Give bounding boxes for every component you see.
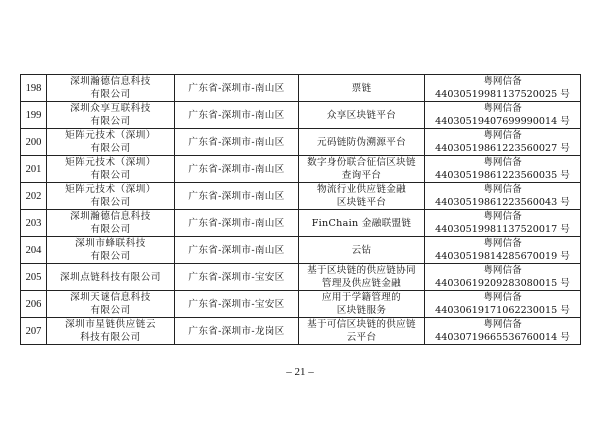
company-name-line: 有限公司 (90, 224, 131, 235)
company-name-cell (47, 156, 175, 183)
filing-number-cell: 粤网信备 44030519981137520025 号 (425, 75, 581, 102)
service-name-line: 区块链服务 (336, 305, 387, 316)
company-name-line: 有限公司 (90, 251, 131, 262)
company-name-line: 有限公司 (90, 116, 131, 127)
region-cell: 广东省-深圳市-南山区 (175, 75, 299, 102)
region-cell: 广东省-深圳市-南山区 (175, 210, 299, 237)
table-row (21, 264, 581, 291)
company-name-line: 有限公司 (90, 89, 131, 100)
service-name-line: FinChain 金融联盟链 (311, 217, 412, 229)
service-name-line: 管理及供应链金融 (321, 278, 402, 289)
filing-table-body (21, 75, 581, 345)
company-name-line: 深圳瀚德信息科技 (70, 211, 151, 222)
service-name-line: 区块链平台 (336, 197, 387, 208)
table-row (21, 237, 581, 264)
page-number: – 21 – (286, 366, 314, 378)
row-number-cell: 203 (21, 210, 47, 237)
row-number-cell: 198 (21, 75, 47, 102)
service-name-cell (299, 237, 425, 264)
service-name-line: 票链 (351, 82, 372, 94)
company-name-line: 深圳市星链供应链云 (65, 319, 156, 330)
company-name-cell (47, 237, 175, 264)
company-name-cell (47, 264, 175, 291)
company-name-line: 有限公司 (90, 305, 131, 316)
table-row (21, 210, 581, 237)
filing-number-cell: 粤网信备 44030519407699990014 号 (425, 102, 581, 129)
service-name-line: 基于可信区块链的供应链 (307, 319, 416, 330)
service-name-cell (299, 291, 425, 318)
company-name-cell (47, 75, 175, 102)
row-number-cell: 205 (21, 264, 47, 291)
filing-number-cell: 粤网信备 44030519814285670019 号 (425, 237, 581, 264)
service-name-cell (299, 156, 425, 183)
filing-number-cell: 粤网信备 44030619171062230015 号 (425, 291, 581, 318)
region-cell: 广东省-深圳市-南山区 (175, 129, 299, 156)
table-row (21, 156, 581, 183)
company-name-line: 科技有限公司 (80, 332, 141, 343)
company-name-line: 有限公司 (90, 143, 131, 154)
service-name-line: 云钻 (351, 244, 372, 256)
service-name-line: 查询平台 (341, 170, 382, 181)
filing-table (20, 74, 581, 345)
service-name-cell (299, 318, 425, 345)
row-number-cell: 200 (21, 129, 47, 156)
company-name-line: 深圳点链科技有限公司 (60, 271, 161, 283)
region-cell: 广东省-深圳市-宝安区 (175, 291, 299, 318)
filing-number-cell: 粤网信备 44030519861223560035 号 (425, 156, 581, 183)
service-name-cell (299, 264, 425, 291)
company-name-line: 深圳众享互联科技 (70, 103, 151, 114)
service-name-cell (299, 129, 425, 156)
service-name-cell (299, 183, 425, 210)
service-name-line: 基于区块链的供应链协同 (307, 265, 416, 276)
company-name-cell (47, 102, 175, 129)
filing-number-cell: 粤网信备 44030519861223560043 号 (425, 183, 581, 210)
service-name-line: 数字身份联合征信区块链 (307, 157, 416, 168)
service-name-line: 众享区块链平台 (326, 109, 397, 121)
company-name-cell (47, 291, 175, 318)
region-cell: 广东省-深圳市-宝安区 (175, 264, 299, 291)
table-row (21, 183, 581, 210)
filing-number-cell: 粤网信备 44030619209283080015 号 (425, 264, 581, 291)
row-number-cell: 204 (21, 237, 47, 264)
service-name-line: 元码链防伪溯源平台 (316, 136, 407, 148)
region-cell: 广东省-深圳市-南山区 (175, 156, 299, 183)
service-name-cell (299, 75, 425, 102)
region-cell: 广东省-深圳市-龙岗区 (175, 318, 299, 345)
region-cell: 广东省-深圳市-南山区 (175, 183, 299, 210)
company-name-cell (47, 318, 175, 345)
table-row (21, 102, 581, 129)
table-row (21, 318, 581, 345)
company-name-cell (47, 183, 175, 210)
company-name-line: 深圳天谜信息科技 (70, 292, 151, 303)
row-number-cell: 206 (21, 291, 47, 318)
company-name-line: 深圳市蜂联科技 (75, 238, 146, 249)
company-name-line: 矩阵元技术（深圳） (65, 130, 156, 141)
row-number-cell: 207 (21, 318, 47, 345)
service-name-cell (299, 102, 425, 129)
region-cell: 广东省-深圳市-南山区 (175, 102, 299, 129)
row-number-cell: 201 (21, 156, 47, 183)
filing-number-cell: 粤网信备 44030519981137520017 号 (425, 210, 581, 237)
row-number-cell: 199 (21, 102, 47, 129)
service-name-cell (299, 210, 425, 237)
company-name-cell (47, 210, 175, 237)
table-row (21, 129, 581, 156)
service-name-line: 云平台 (346, 332, 377, 343)
service-name-line: 应用于学籍管理的 (321, 292, 402, 303)
table-row (21, 291, 581, 318)
service-name-line: 物流行业供应链金融 (316, 184, 407, 195)
company-name-line: 有限公司 (90, 170, 131, 181)
company-name-cell (47, 129, 175, 156)
company-name-line: 矩阵元技术（深圳） (65, 157, 156, 168)
company-name-line: 有限公司 (90, 197, 131, 208)
table-row (21, 75, 581, 102)
filing-number-cell: 粤网信备 44030719665536760014 号 (425, 318, 581, 345)
filing-number-cell: 粤网信备 44030519861223560027 号 (425, 129, 581, 156)
row-number-cell: 202 (21, 183, 47, 210)
company-name-line: 矩阵元技术（深圳） (65, 184, 156, 195)
region-cell: 广东省-深圳市-南山区 (175, 237, 299, 264)
company-name-line: 深圳瀚德信息科技 (70, 76, 151, 87)
